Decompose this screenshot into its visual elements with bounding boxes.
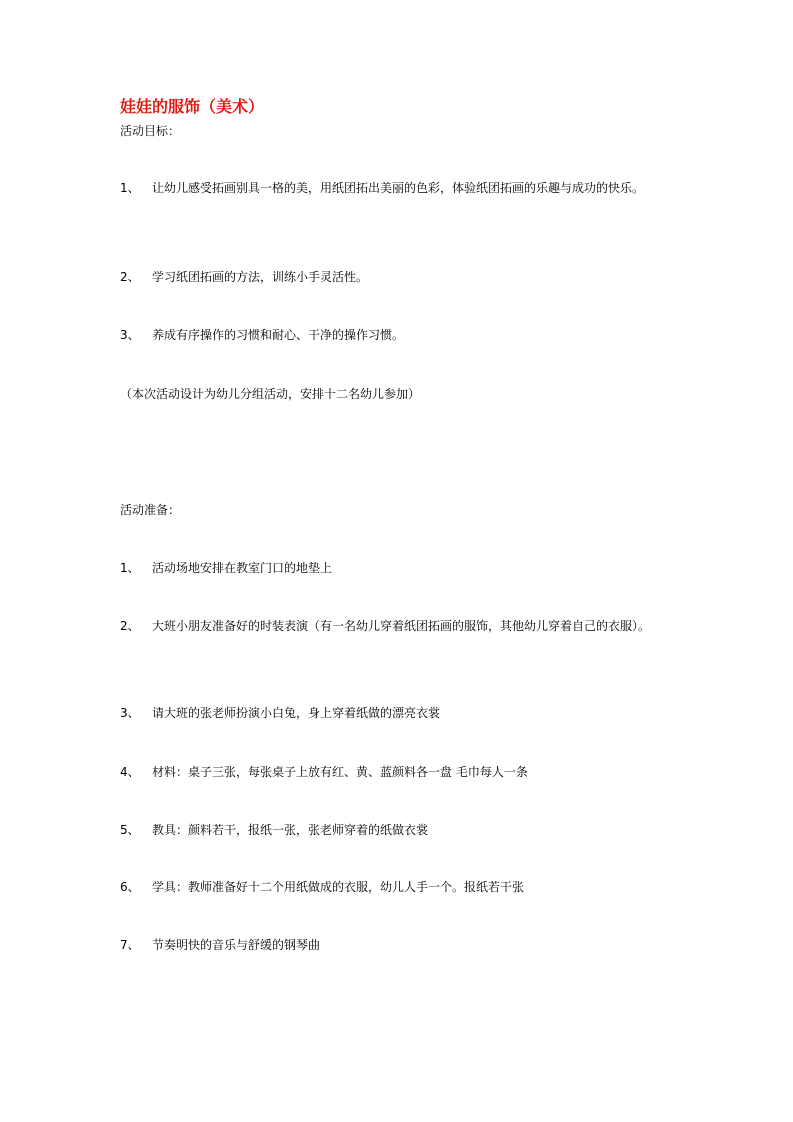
prep-item <box>120 612 680 641</box>
prep-item <box>120 873 680 902</box>
prep-item-number: 1、 <box>120 561 140 575</box>
goal-item-text: 让幼儿感受拓画别具一格的美，用纸团拓出美丽的色彩，体验纸团拓画的乐趣与成功的快乐。 <box>152 181 645 195</box>
goal-item <box>120 263 680 292</box>
goals-heading: 活动目标： <box>120 124 181 138</box>
prep-heading: 活动准备： <box>120 503 181 517</box>
activity-note: （本次活动设计为幼儿分组活动，安排十二名幼儿参加） <box>120 387 421 401</box>
prep-item <box>120 758 680 787</box>
goal-item-text: 养成有序操作的习惯和耐心、干净的操作习惯。 <box>152 328 405 342</box>
prep-item <box>120 931 680 960</box>
prep-item-text: 节奏明快的音乐与舒缓的钢琴曲 <box>152 938 321 952</box>
prep-item-number: 3、 <box>120 706 140 720</box>
goal-item <box>120 321 680 350</box>
prep-item-text: 材料：桌子三张，每张桌子上放有红、黄、蓝颜料各一盘 毛巾每人一条 <box>152 765 528 779</box>
prep-item-number: 2、 <box>120 619 140 633</box>
prep-item-number: 4、 <box>120 765 140 779</box>
prep-item-text: 大班小朋友准备好的时装表演（有一名幼儿穿着纸团拓画的服饰，其他幼儿穿着自己的衣服）。 <box>152 619 651 633</box>
document-title: 娃娃的服饰（美术） <box>120 97 265 116</box>
prep-item-number: 5、 <box>120 823 140 837</box>
prep-item <box>120 554 680 583</box>
prep-item-text: 教具：颜料若干，报纸一张，张老师穿着的纸做衣裳 <box>152 823 429 837</box>
goal-item-number: 3、 <box>120 328 140 342</box>
goal-item <box>120 174 680 203</box>
goal-item-number: 2、 <box>120 270 140 284</box>
prep-item-text: 请大班的张老师扮演小白兔，身上穿着纸做的漂亮衣裳 <box>152 706 441 720</box>
prep-item-number: 7、 <box>120 938 140 952</box>
goal-item-number: 1、 <box>120 181 140 195</box>
prep-item-number: 6、 <box>120 880 140 894</box>
prep-item <box>120 699 680 728</box>
goal-item-text: 学习纸团拓画的方法，训练小手灵活性。 <box>152 270 369 284</box>
prep-item <box>120 816 680 845</box>
prep-item-text: 学具：教师准备好十二个用纸做成的衣服，幼儿人手一个。报纸若干张 <box>152 880 525 894</box>
prep-item-text: 活动场地安排在教室门口的地垫上 <box>152 561 333 575</box>
